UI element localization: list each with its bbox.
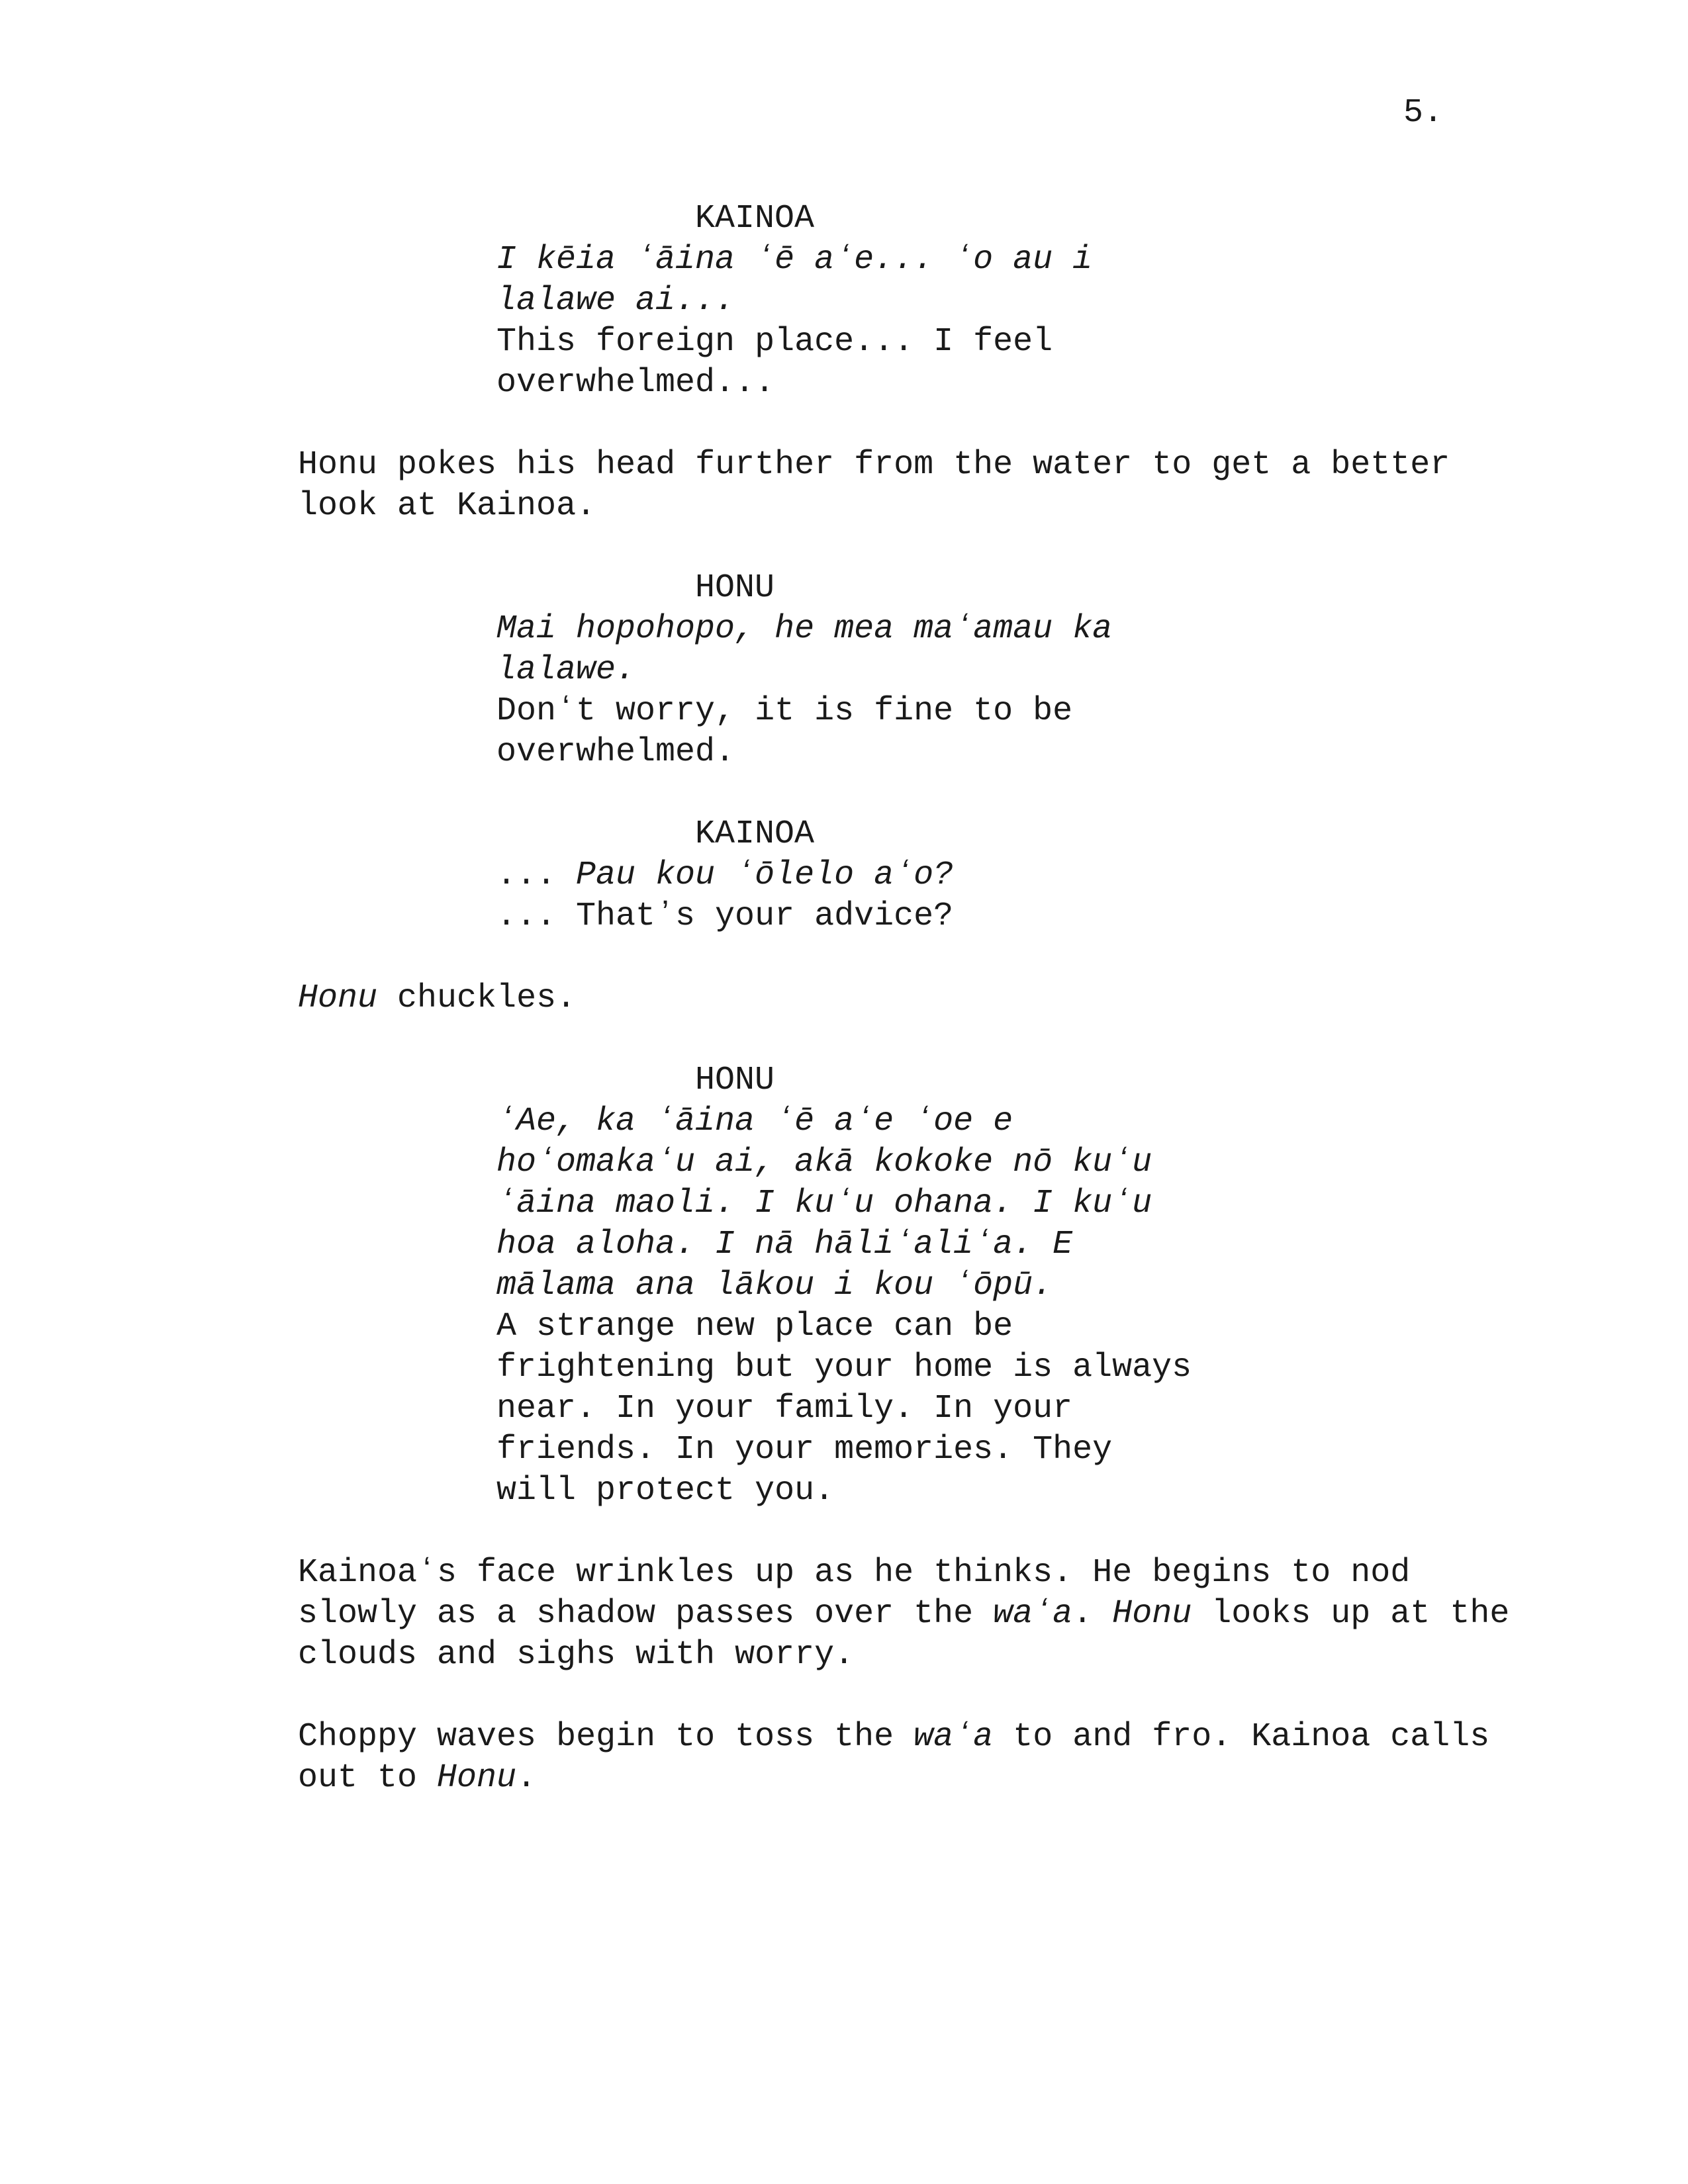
action-block xyxy=(298,978,1489,1019)
action-line xyxy=(298,978,1489,1019)
action-line xyxy=(298,445,1489,486)
action-text: look at Kainoa. xyxy=(298,487,596,525)
action-line xyxy=(298,1635,1489,1676)
character-cue: HONU xyxy=(695,569,775,607)
italic-term: waʻa xyxy=(993,1595,1073,1633)
dialogue-line-english: overwhelmed... xyxy=(496,364,775,402)
dialogue-line-hawaiian: mālama ana lākou i kou ʻōpū. xyxy=(496,1267,1053,1304)
dialogue-line-english: frightening but your home is always xyxy=(496,1349,1192,1387)
action-text: clouds and sighs with worry. xyxy=(298,1636,855,1674)
dialogue-line-english: ... Thatʼs your advice? xyxy=(496,897,954,935)
action-block xyxy=(298,1717,1489,1799)
dialogue-hawaiian-text: Pau kou ʻōlelo aʻo? xyxy=(576,856,954,894)
italic-term: Honu xyxy=(298,979,378,1017)
action-line xyxy=(298,1758,1489,1799)
character-cue: HONU xyxy=(695,1062,775,1099)
blank-line xyxy=(298,937,1489,978)
dialogue-line-english: near. In your family. In your xyxy=(496,1390,1073,1428)
dialogue-line-english: will protect you. xyxy=(496,1472,835,1510)
blank-line xyxy=(298,1019,1489,1060)
dialogue-line-hawaiian: I kēia ʻāina ʻē aʻe... ʻo au i xyxy=(496,241,1093,279)
action-block xyxy=(298,445,1489,527)
dialogue-block xyxy=(496,240,1192,404)
dialogue-line-english: Donʻt worry, it is fine to be xyxy=(496,692,1073,730)
italic-term: waʻa xyxy=(914,1718,994,1756)
blank-line xyxy=(298,404,1489,445)
dialogue-line-hawaiian: Mai hopohopo, he mea maʻamau ka xyxy=(496,610,1113,648)
blank-line xyxy=(298,1512,1489,1553)
action-text: chuckles. xyxy=(377,979,577,1017)
character-cue: KAINOA xyxy=(695,200,815,238)
page-number: 5. xyxy=(1403,94,1444,132)
screenplay-body xyxy=(298,199,1510,1799)
action-block xyxy=(298,1553,1510,1676)
action-text: . xyxy=(516,1759,537,1797)
action-text: Kainoaʻs face wrinkles up as he thinks. He begins to nod xyxy=(298,1554,1411,1592)
dialogue-line-english: overwhelmed. xyxy=(496,733,735,771)
action-text: Honu pokes his head further from the water to get a better xyxy=(298,446,1450,484)
dialogue-line-english: A strange new place can be xyxy=(496,1308,1013,1345)
action-text: looks up at the xyxy=(1192,1595,1510,1633)
dialogue-line-hawaiian xyxy=(496,855,1192,896)
dialogue-block xyxy=(496,855,1192,937)
action-text: . xyxy=(1072,1595,1113,1633)
action-text: Choppy waves begin to toss the xyxy=(298,1718,914,1756)
dialogue-line-hawaiian: lalawe ai... xyxy=(496,282,735,320)
blank-line xyxy=(298,773,1489,814)
dialogue-block xyxy=(496,1101,1192,1512)
dialogue-line-english: This foreign place... I feel xyxy=(496,323,1053,361)
dialogue-line-english: friends. In your memories. They xyxy=(496,1431,1113,1469)
dialogue-line-hawaiian: hoʻomakaʻu ai, akā kokoke nō kuʻu xyxy=(496,1144,1152,1181)
action-line xyxy=(298,1717,1489,1758)
dialogue-line-hawaiian: ʻAe, ka ʻāina ʻē aʻe ʻoe e xyxy=(496,1103,1013,1140)
italic-term: Honu xyxy=(437,1759,517,1797)
character-cue: KAINOA xyxy=(695,815,815,853)
blank-line xyxy=(298,527,1489,568)
action-line xyxy=(298,486,1489,527)
dialogue-line-hawaiian: hoa aloha. I nā hāliʻaliʻa. E xyxy=(496,1226,1073,1263)
dialogue-ellipsis: ... xyxy=(496,856,577,894)
dialogue-line-hawaiian: ʻāina maoli. I kuʻu ohana. I kuʻu xyxy=(496,1185,1152,1222)
dialogue-block xyxy=(496,609,1192,773)
action-line xyxy=(298,1553,1489,1594)
action-text: slowly as a shadow passes over the xyxy=(298,1595,994,1633)
action-line xyxy=(298,1594,1510,1635)
italic-term: Honu xyxy=(1112,1595,1192,1633)
action-text: to and fro. Kainoa calls xyxy=(993,1718,1490,1756)
dialogue-line-hawaiian: lalawe. xyxy=(496,651,636,689)
blank-line xyxy=(298,1676,1489,1717)
action-text: out to xyxy=(298,1759,438,1797)
